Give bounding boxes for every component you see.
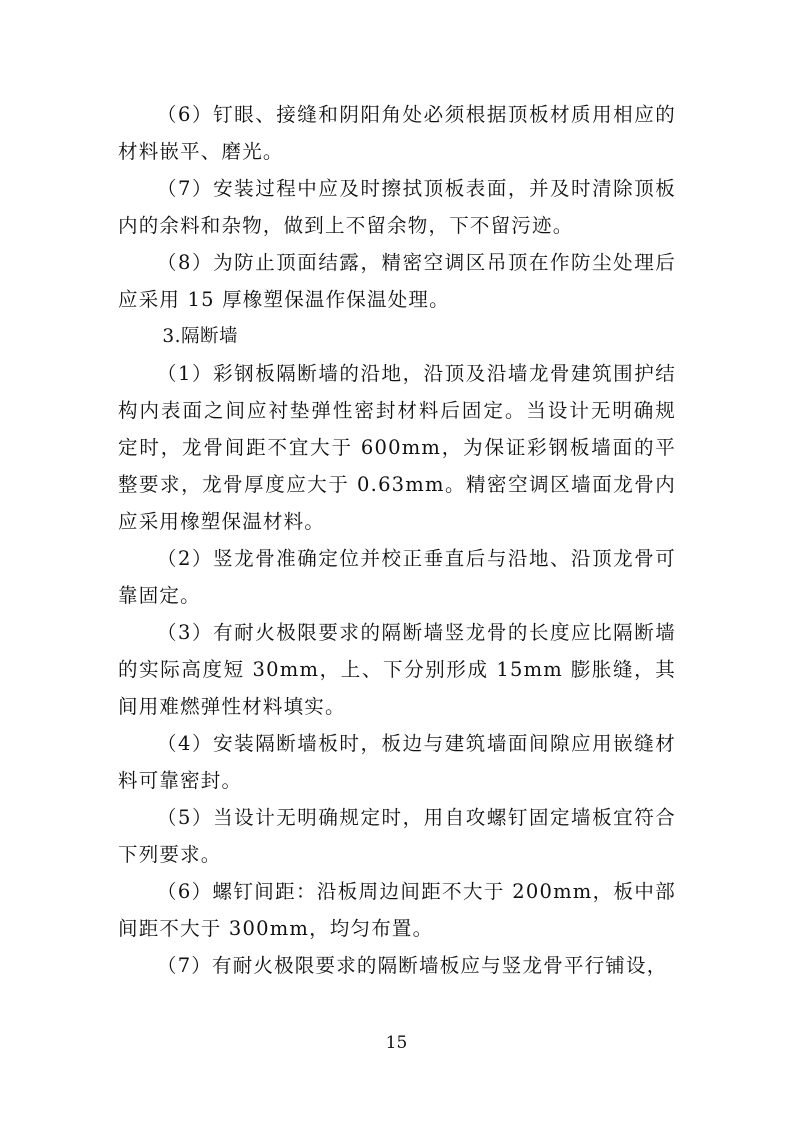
partition-item-2: （2）竖龙骨准确定位并校正垂直后与沿地、沿顶龙骨可靠固定。 [118,547,676,607]
paragraph-item-7: （7）安装过程中应及时擦拭顶板表面，并及时清除顶板内的余料和杂物，做到上不留余物，下不留污迹。 [118,177,676,237]
partition-item-1: （1）彩钢板隔断墙的沿地，沿顶及沿墙龙骨建筑围护结构内表面之间应衬垫弹性密封材料后固定。当设计无明确规定时，龙骨间距不宜大于 600mm，为保证彩钢板墙面的平整要求，龙骨厚度应大于 0.63mm。精密空调区墙面龙骨内应采用橡塑保温材料。 [118,362,676,533]
partition-item-4: （4）安装隔断墙板时，板边与建筑墙面间隙应用嵌缝材料可靠密封。 [118,732,676,792]
paragraph-item-6: （6）钉眼、接缝和阴阳角处必须根据顶板材质用相应的材料嵌平、磨光。 [118,103,676,163]
paragraph-item-8: （8）为防止顶面结露，精密空调区吊顶在作防尘处理后应采用 15 厚橡塑保温作保温处理。 [118,251,676,311]
document-body [118,96,676,984]
partition-item-6: （6）螺钉间距：沿板周边间距不大于 200mm，板中部间距不大于 300mm，均匀布置。 [118,880,676,940]
page-number: 15 [385,1033,408,1053]
partition-item-3: （3）有耐火极限要求的隔断墙竖龙骨的长度应比隔断墙的实际高度短 30mm，上、下分别形成 15mm 膨胀缝，其间用难燃弹性材料填实。 [118,621,676,718]
partition-item-5: （5）当设计无明确规定时，用自攻螺钉固定墙板宜符合下列要求。 [118,806,676,866]
section-heading: 3.隔断墙 [162,326,239,347]
partition-item-7: （7）有耐火极限要求的隔断墙板应与竖龙骨平行铺设， [157,954,668,977]
